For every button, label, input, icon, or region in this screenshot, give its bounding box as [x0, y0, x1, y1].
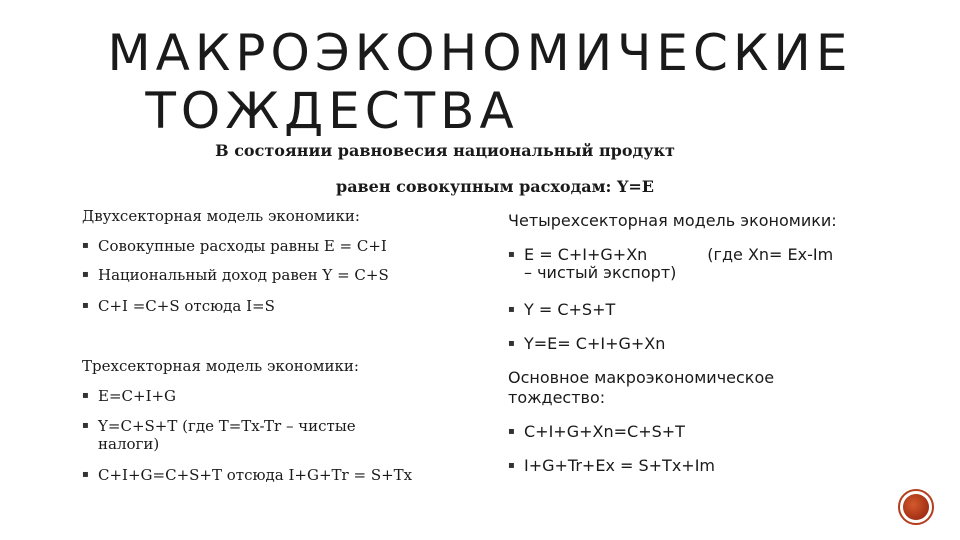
bullet-icon: ▪: [508, 338, 515, 349]
list-item: [82, 266, 389, 284]
bullet-icon: ▪: [82, 469, 89, 480]
subtitle-line-1: В состоянии равновесия национальный продукт: [215, 141, 675, 160]
list-item-text: Совокупные расходы равны E = C+I: [98, 237, 387, 255]
list-item-text: Национальный доход равен Y = C+S: [98, 266, 389, 284]
four-sector-heading: Четырехсекторная модель экономики:: [508, 211, 837, 230]
list-item: [508, 246, 904, 282]
bullet-icon: ▪: [82, 300, 89, 311]
list-item-text: C+I+G+Xn=C+S+T: [524, 422, 685, 441]
logo-inner: [903, 494, 929, 520]
list-item-text: C+I+G=C+S+T отсюда I+G+Tr = S+Tx: [98, 466, 413, 484]
bullet-icon: ▪: [82, 390, 89, 401]
list-item: [82, 466, 412, 484]
list-item-note: (где Xn= Ex-Im: [707, 245, 834, 264]
bullet-icon: ▪: [82, 240, 89, 251]
identity-heading: Основное макроэкономическое тождество:: [508, 368, 775, 407]
list-item: [508, 335, 665, 353]
list-item-text: Y=C+S+T (где T=Tx-Tr – чистые налоги): [98, 417, 356, 453]
list-item: [508, 301, 615, 319]
list-item-continuation: – чистый экспорт): [524, 263, 677, 282]
list-item: [82, 297, 275, 315]
list-item-text: E=C+I+G: [98, 387, 177, 405]
bullet-icon: ▪: [508, 304, 515, 315]
list-item: [82, 237, 387, 255]
logo-badge-icon: [898, 489, 934, 525]
title-line-2: ТОЖДЕСТВА: [145, 82, 519, 140]
title-line-1: МАКРОЭКОНОМИЧЕСКИЕ: [107, 24, 853, 82]
list-item-text: Y = C+S+T: [524, 300, 616, 319]
list-item: [82, 417, 398, 453]
list-item-formula: E = C+I+G+Xn: [524, 245, 648, 264]
bullet-icon: ▪: [508, 426, 515, 437]
list-item: [508, 423, 685, 441]
list-item: [508, 457, 715, 475]
list-item-text: C+I =C+S отсюда I=S: [98, 297, 275, 315]
subtitle-line-2: равен совокупным расходам: Y=E: [336, 177, 654, 196]
bullet-icon: ▪: [82, 420, 89, 431]
list-item-text: Y=E= C+I+G+Xn: [524, 334, 666, 353]
bullet-icon: ▪: [82, 269, 89, 280]
two-sector-heading: Двухсекторная модель экономики:: [82, 207, 360, 225]
list-item: [82, 387, 176, 405]
three-sector-heading: Трехсекторная модель экономики:: [82, 357, 359, 375]
bullet-icon: ▪: [508, 460, 515, 471]
bullet-icon: ▪: [508, 249, 515, 260]
list-item-text: I+G+Tr+Ex = S+Tx+Im: [524, 456, 716, 475]
